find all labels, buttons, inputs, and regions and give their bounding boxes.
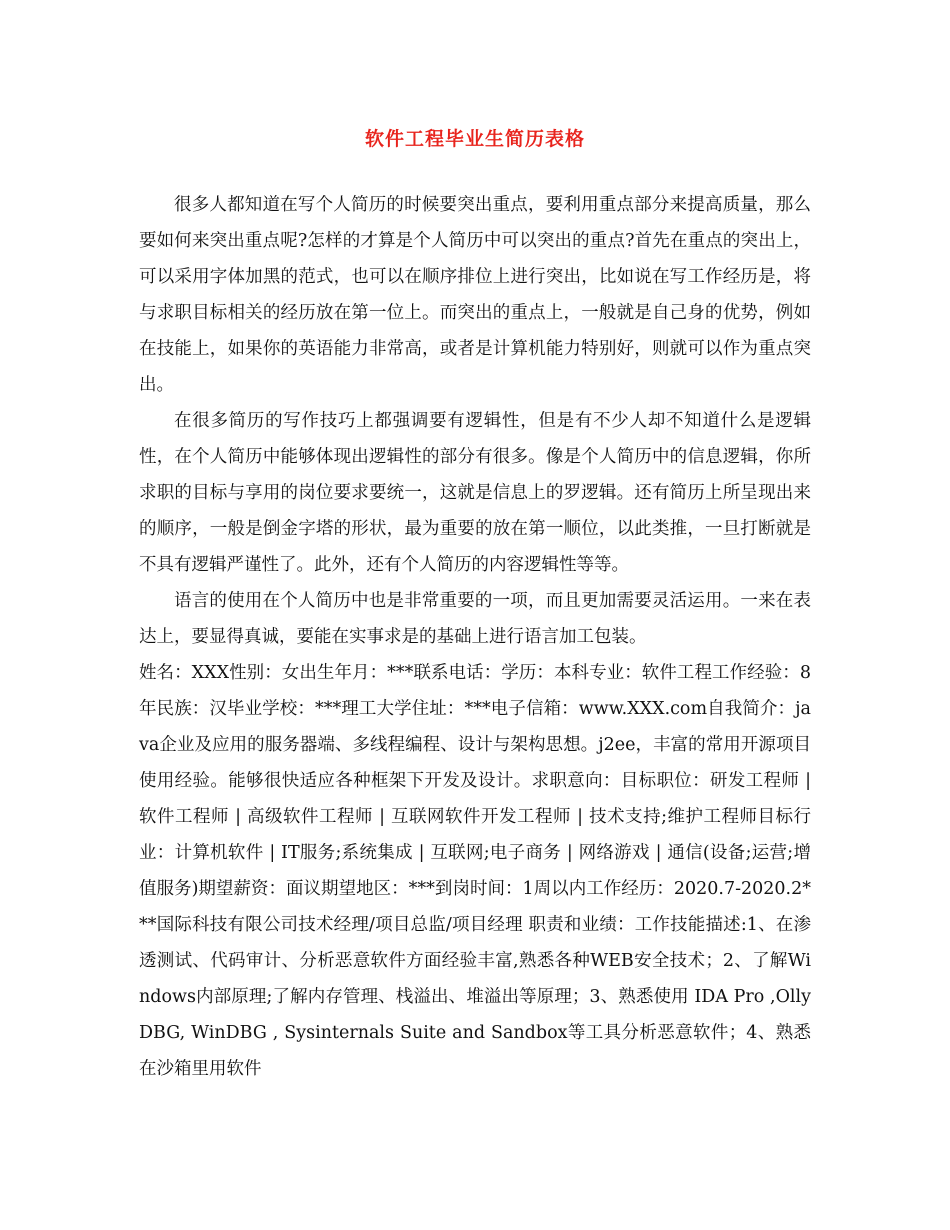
- paragraph-resume-details: 姓名：XXX性别：女出生年月：***联系电话：学历：本科专业：软件工程工作经验：8年民族：汉毕业学校：***理工大学住址：***电子信箱：www.XXX.com自我简介：java企业及应用的服务器端、多线程编程、设计与架构思想。j2ee，丰富的常用开源项目使用经验。能够很快适应各种框架下开发及设计。求职意向：目标职位：研发工程师 | 软件工程师 | 高级软件工程师 | 互联网软件开发工程师 | 技术支持;维护工程师目标行业：计算机软件 | IT服务;系统集成 | 互联网;电子商务 | 网络游戏 | 通信(设备;运营;增值服务)期望薪资：面议期望地区：***到岗时间：1周以内工作经历：2020.7-2020.2***国际科技有限公司技术经理/项目总监/项目经理 职责和业绩：工作技能描述:1、在渗透测试、代码审计、分析恶意软件方面经验丰富,熟悉各种WEB安全技术；2、了解Windows内部原理;了解内存管理、栈溢出、堆溢出等原理；3、熟悉使用 IDA Pro ,OllyDBG, WinDBG , Sysinternals Suite and Sandbox等工具分析恶意软件；4、熟悉在沙箱里用软件: [139, 663, 811, 1079]
- document-body: [139, 187, 811, 1087]
- document-title: 软件工程毕业生简历表格: [364, 128, 585, 150]
- paragraph-resume-logic: 在很多简历的写作技巧上都强调要有逻辑性，但是有不少人却不知道什么是逻辑性，在个人简历中能够体现出逻辑性的部分有很多。像是个人简历中的信息逻辑，你所求职的目标与享用的岗位要求要统一，这就是信息上的罗逻辑。还有简历上所呈现出来的顺序，一般是倒金字塔的形状，最为重要的放在第一顺位，以此类推，一旦打断就是不具有逻辑严谨性了。此外，还有个人简历的内容逻辑性等等。: [139, 411, 811, 575]
- paragraph-resume-language: 语言的使用在个人简历中也是非常重要的一项，而且更加需要灵活运用。一来在表达上，要显得真诚，要能在实事求是的基础上进行语言加工包装。: [139, 591, 811, 647]
- paragraph-resume-focus: 很多人都知道在写个人简历的时候要突出重点，要利用重点部分来提高质量，那么要如何来突出重点呢?怎样的才算是个人简历中可以突出的重点?首先在重点的突出上，可以采用字体加黑的范式，也可以在顺序排位上进行突出，比如说在写工作经历是，将与求职目标相关的经历放在第一位上。而突出的重点上，一般就是自己身的优势，例如在技能上，如果你的英语能力非常高，或者是计算机能力特别好，则就可以作为重点突出。: [139, 195, 811, 395]
